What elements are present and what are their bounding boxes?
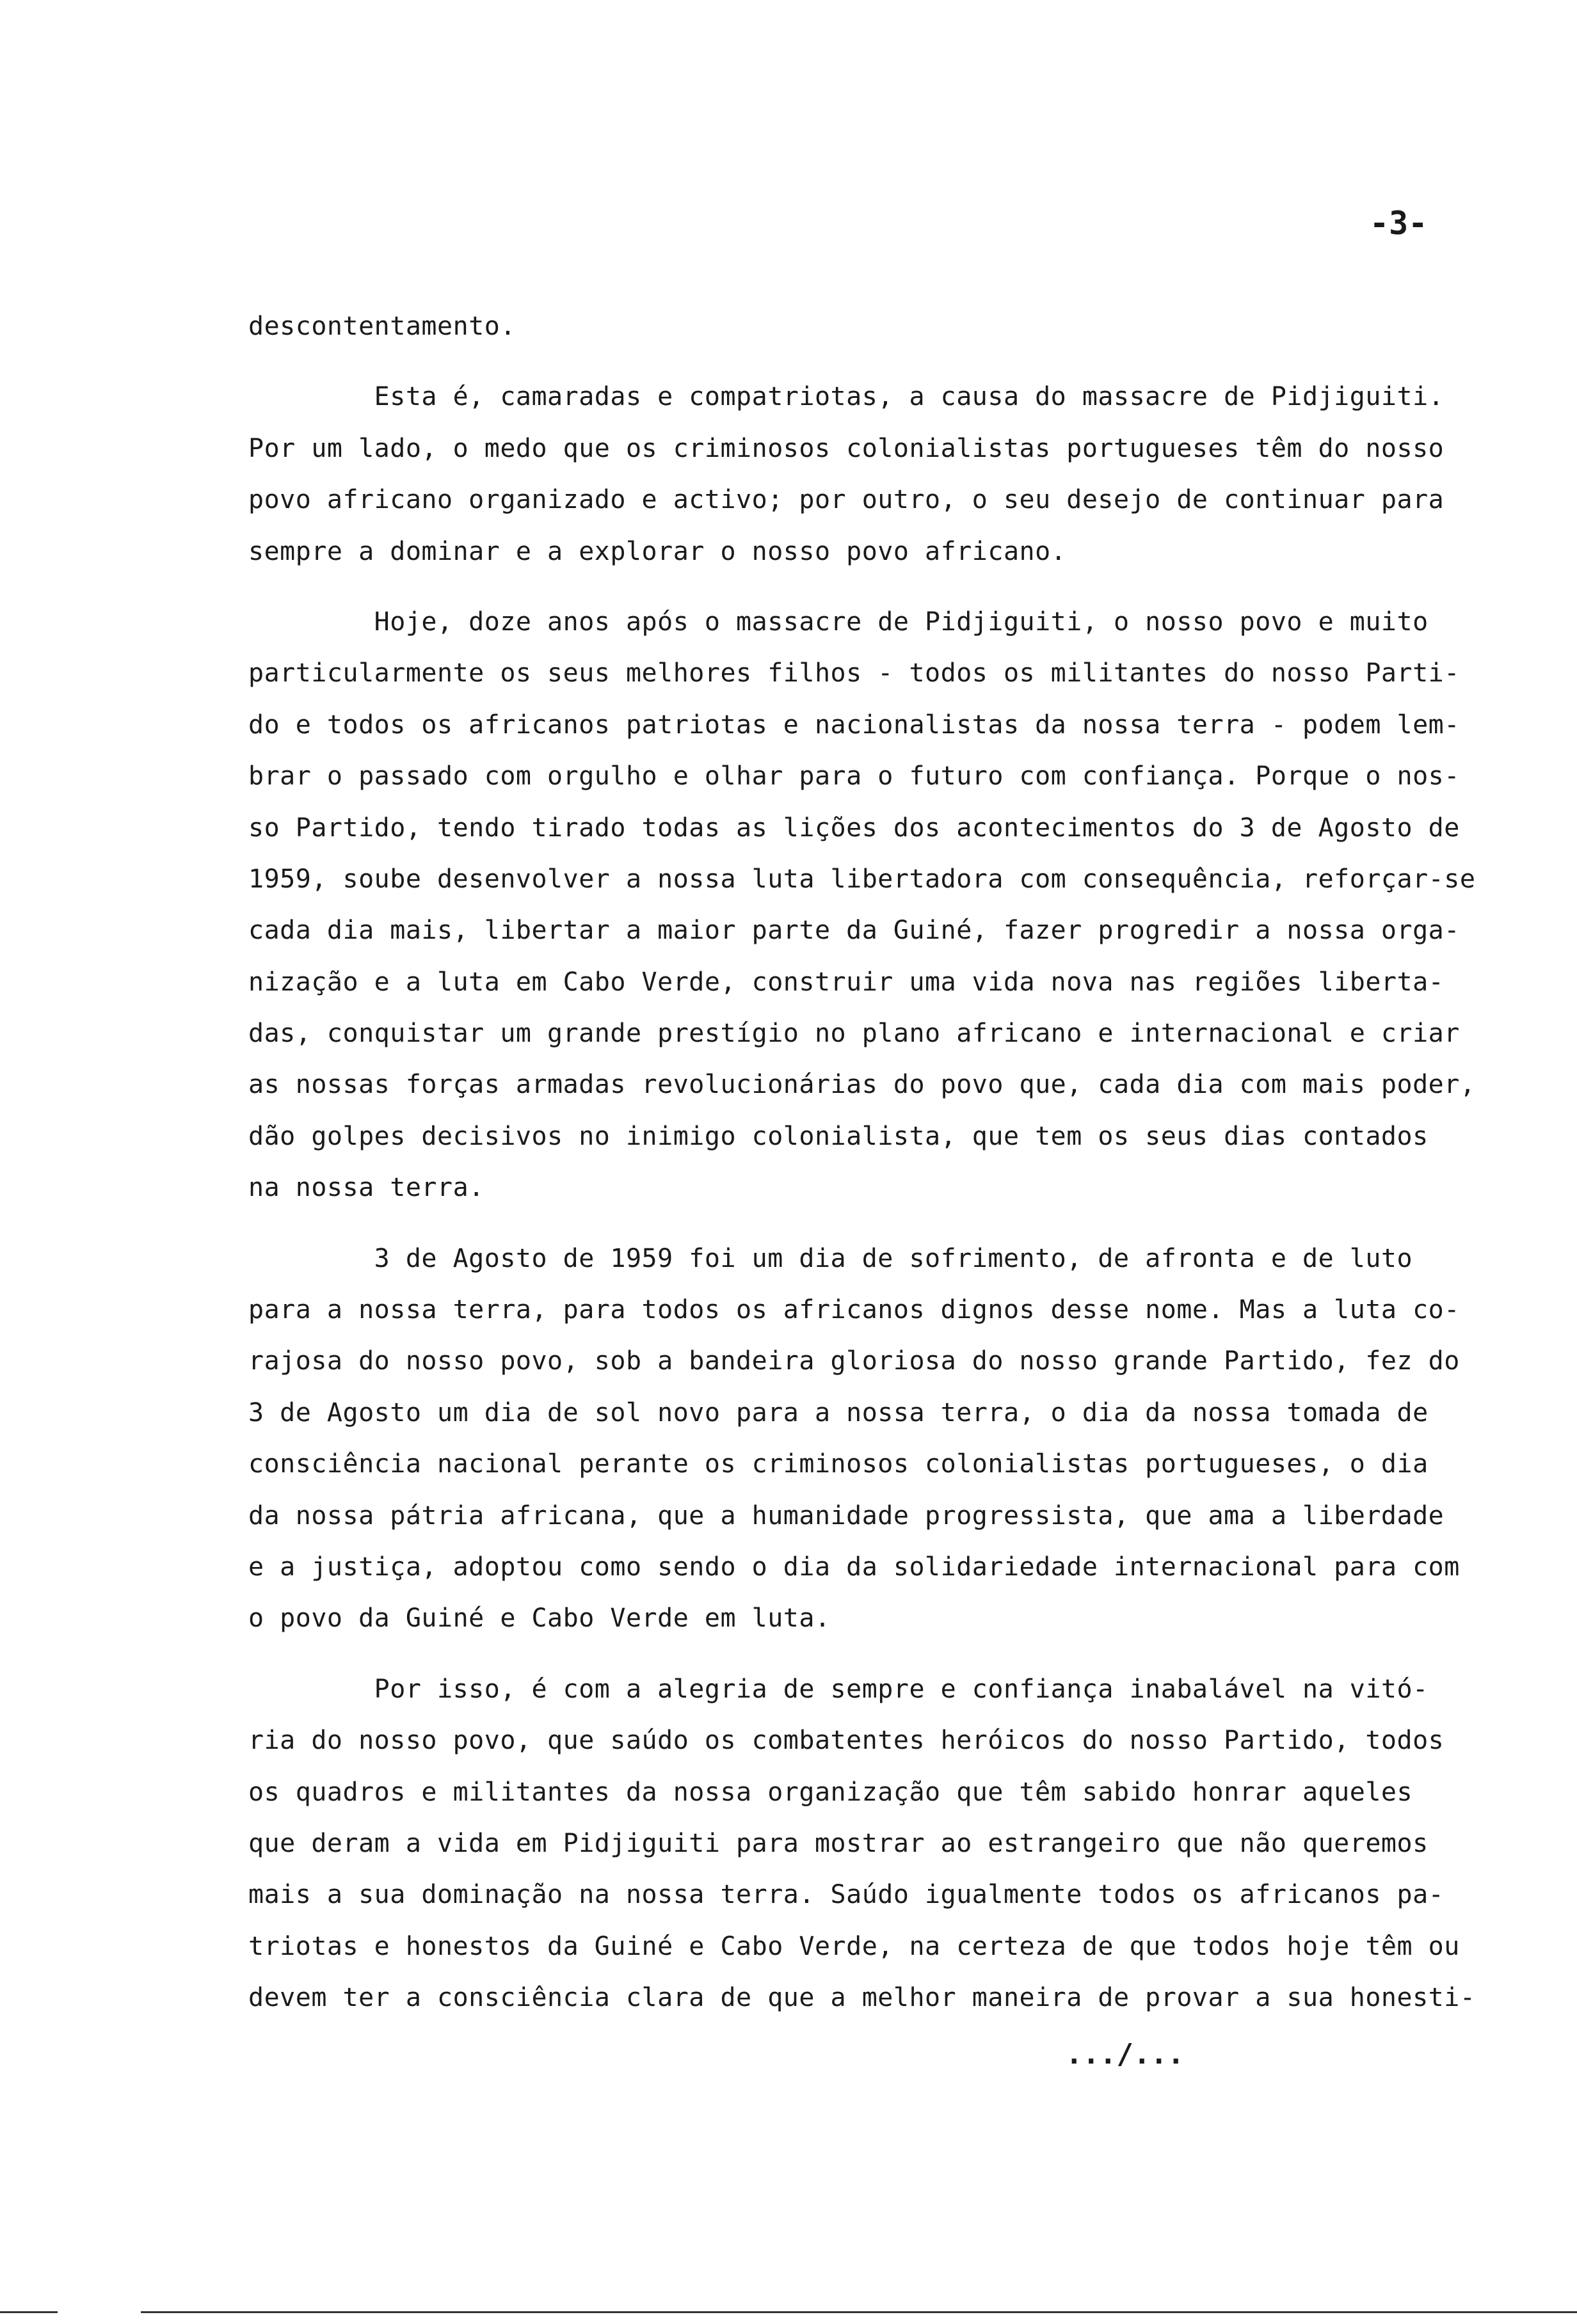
text-line: Por isso, é com a alegria de sempre e confiança inabalável na vitó- [248, 1674, 1429, 1704]
text-line: as nossas forças armadas revolucionárias do povo que, cada dia com mais poder, [248, 1070, 1476, 1100]
text-line: o povo da Guiné e Cabo Verde em luta. [248, 1604, 831, 1634]
paragraph-gap [248, 1644, 1522, 1664]
page-number: -3- [1370, 205, 1428, 242]
text-line: 1959, soube desenvolver a nossa luta libertadora com consequência, reforçar-se [248, 864, 1476, 894]
text-line: dão golpes decisivos no inimigo colonialista, que tem os seus dias contados [248, 1121, 1429, 1151]
text-line: Esta é, camaradas e compatriotas, a causa do massacre de Pidjiguiti. [248, 382, 1445, 412]
text-line: do e todos os africanos patriotas e nacionalistas da nossa terra - podem lem- [248, 710, 1460, 740]
text-line: so Partido, tendo tirado todas as lições dos acontecimentos do 3 de Agosto de [248, 813, 1460, 843]
text-line: nização e a luta em Cabo Verde, construir uma vida nova nas regiões liberta- [248, 967, 1445, 997]
text-line: descontentamento. [248, 312, 516, 341]
text-line: particularmente os seus melhores filhos - todos os militantes do nosso Parti- [248, 658, 1460, 688]
paragraph [248, 1233, 1522, 1644]
text-line: da nossa pátria africana, que a humanidade progressista, que ama a liberdade [248, 1500, 1445, 1531]
text-line: que deram a vida em Pidjiguiti para mostrar ao estrangeiro que não queremos [248, 1828, 1429, 1858]
text-line: Por um lado, o medo que os criminosos colonialistas portugueses têm do nosso [248, 433, 1445, 463]
text-line: consciência nacional perante os criminosos colonialistas portugueses, o dia [248, 1449, 1429, 1479]
paragraph-gap [248, 352, 1522, 371]
text-line: ria do nosso povo, que saúdo os combatentes heróicos do nosso Partido, todos [248, 1726, 1445, 1756]
bottom-edge-rule [141, 2311, 1577, 2313]
paragraph [248, 1664, 1522, 2024]
text-line: das, conquistar um grande prestígio no plano africano e internacional e criar [248, 1019, 1460, 1049]
text-line: triotas e honestos da Guiné e Cabo Verde, na certeza de que todos hoje têm ou [248, 1931, 1460, 1961]
paragraph [248, 301, 1522, 352]
text-line: Hoje, doze anos após o massacre de Pidjiguiti, o nosso povo e muito [248, 607, 1429, 637]
paragraph [248, 596, 1522, 1214]
text-line: rajosa do nosso povo, sob a bandeira gloriosa do nosso grande Partido, fez do [248, 1346, 1460, 1376]
text-line: povo africano organizado e activo; por outro, o seu desejo de continuar para [248, 485, 1445, 515]
paragraph-gap [248, 577, 1522, 596]
bottom-edge-rule [0, 2311, 58, 2313]
text-line: na nossa terra. [248, 1173, 484, 1203]
paragraph [248, 371, 1522, 577]
text-line: mais a sua dominação na nossa terra. Saúdo igualmente todos os africanos pa- [248, 1880, 1445, 1910]
text-line: e a justiça, adoptou como sendo o dia da solidariedade internacional para com [248, 1552, 1460, 1582]
text-line: brar o passado com orgulho e olhar para o futuro com confiança. Porque o nos- [248, 761, 1460, 792]
text-line: cada dia mais, libertar a maior parte da Guiné, fazer progredir a nossa orga- [248, 916, 1460, 946]
paragraph-gap [248, 1214, 1522, 1233]
text-line: 3 de Agosto de 1959 foi um dia de sofrimento, de afronta e de luto [248, 1243, 1413, 1273]
document-body [248, 301, 1522, 2024]
text-line: os quadros e militantes da nossa organização que têm sabido honrar aqueles [248, 1777, 1413, 1807]
continuation-mark: .../... [1066, 2038, 1185, 2071]
text-line: sempre a dominar e a explorar o nosso povo africano. [248, 536, 1067, 566]
text-line: 3 de Agosto um dia de sol novo para a nossa terra, o dia da nossa tomada de [248, 1397, 1429, 1428]
text-line: para a nossa terra, para todos os africanos dignos desse nome. Mas a luta co- [248, 1295, 1460, 1325]
text-line: devem ter a consciência clara de que a melhor maneira de provar a sua honesti- [248, 1983, 1476, 2013]
